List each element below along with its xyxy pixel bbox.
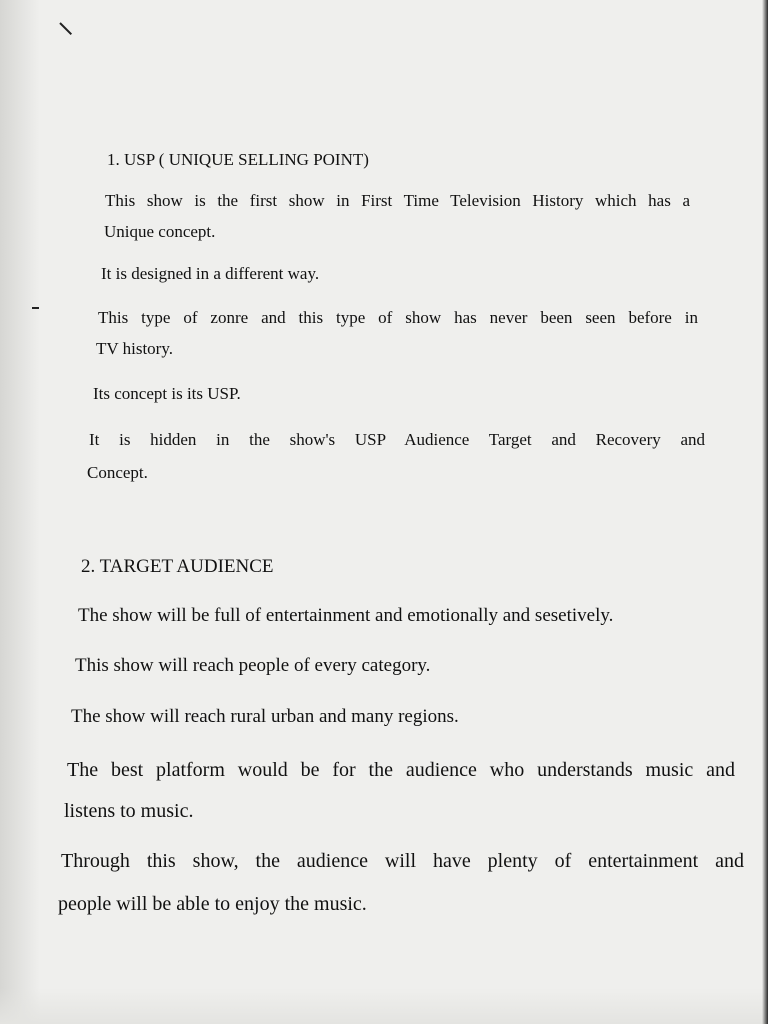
section2-line-6: Through this show, the audience will have plenty of entertainment and — [61, 850, 744, 872]
section1-heading: 1. USP ( UNIQUE SELLING POINT) — [107, 150, 369, 169]
margin-dash — [32, 307, 39, 309]
section2-line-3: The show will reach rural urban and many regions. — [71, 706, 459, 727]
section1-line-3: It is designed in a different way. — [101, 264, 320, 283]
section2-line-2: This show will reach people of every category. — [75, 655, 431, 676]
section2-line-7: people will be able to enjoy the music. — [58, 893, 367, 915]
pen-mark — [59, 22, 72, 35]
section1-line-8: Concept. — [87, 463, 148, 482]
section1-line-4: This type of zonre and this type of show has never been seen before in — [98, 308, 698, 327]
section2-line-1: The show will be full of entertainment and emotionally and sesetively. — [78, 605, 614, 626]
section1-line-2: Unique concept. — [104, 222, 216, 241]
section1-line-7: It is hidden in the show's USP Audience Target and Recovery and — [89, 430, 705, 449]
paper-shadow — [0, 988, 768, 1024]
section1-line-6: Its concept is its USP. — [93, 384, 241, 403]
section1-line-5: TV history. — [96, 339, 173, 358]
section2-line-5: listens to music. — [64, 800, 194, 822]
section2-line-4: The best platform would be for the audience who understands music and — [67, 759, 735, 781]
section2-heading: 2. TARGET AUDIENCE — [81, 556, 274, 577]
section1-line-1: This show is the first show in First Time Television History which has a — [105, 191, 690, 210]
